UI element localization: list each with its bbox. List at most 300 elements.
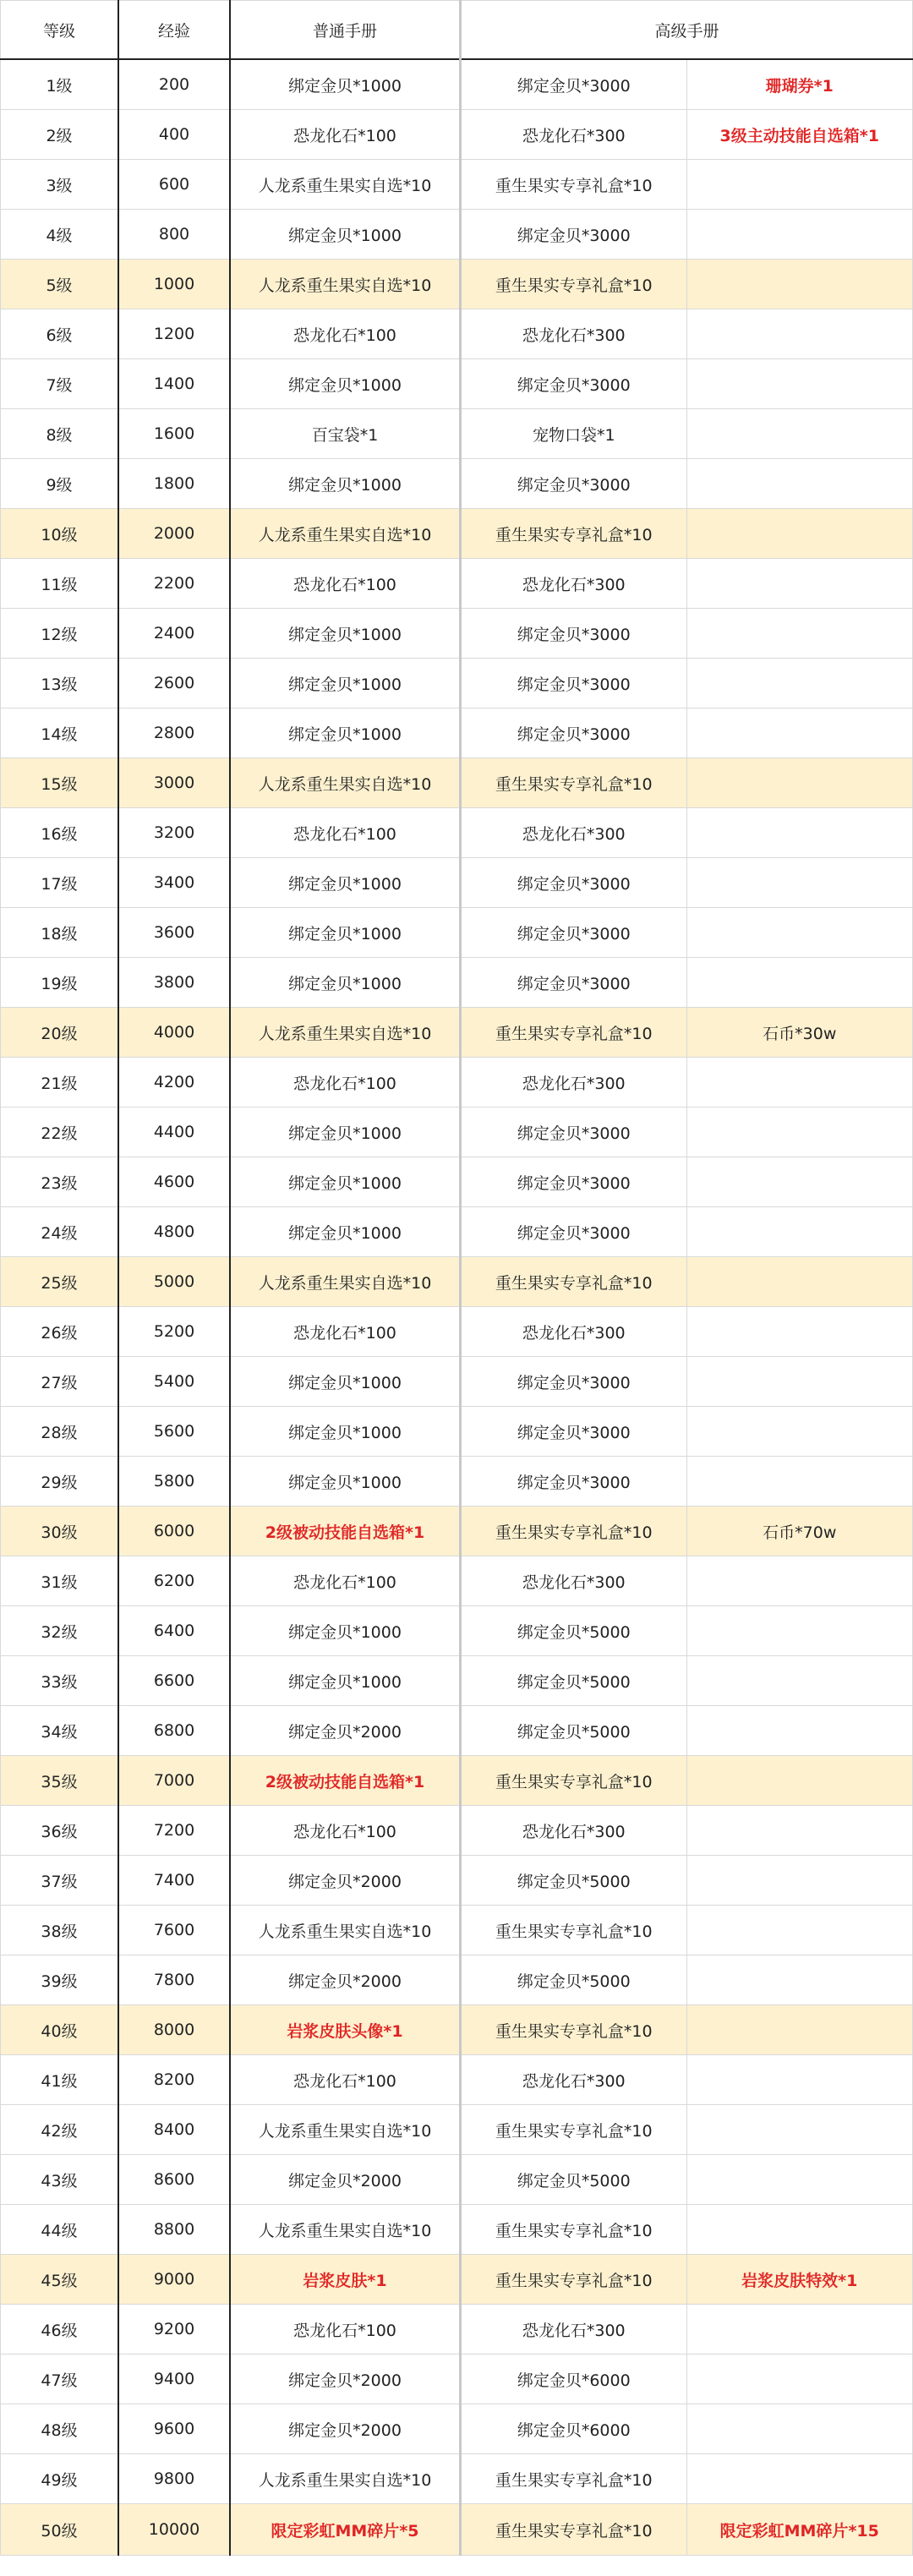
table-row <box>1 2255 913 2305</box>
normal-reward-cell: 恐龙化石*100 <box>230 110 461 160</box>
level-cell: 44级 <box>1 2205 119 2255</box>
normal-reward-cell: 绑定金贝*1000 <box>230 1357 461 1407</box>
advanced-reward-cell: 重生果实专享礼盒*10 <box>461 1756 687 1806</box>
advanced-bonus-cell <box>686 2155 913 2205</box>
normal-reward-cell: 人龙系重生果实自选*10 <box>230 160 461 210</box>
exp-cell: 2400 <box>118 609 230 659</box>
level-cell: 21级 <box>1 1058 119 1108</box>
normal-reward-cell: 绑定金贝*1000 <box>230 609 461 659</box>
level-cell: 42级 <box>1 2105 119 2155</box>
level-cell: 14级 <box>1 708 119 758</box>
advanced-reward-cell: 绑定金贝*6000 <box>461 2354 687 2404</box>
normal-reward-cell: 恐龙化石*100 <box>230 559 461 609</box>
level-cell: 10级 <box>1 509 119 559</box>
table-row <box>1 1357 913 1407</box>
normal-reward-cell: 绑定金贝*2000 <box>230 1955 461 2005</box>
table-row <box>1 958 913 1008</box>
normal-reward-cell: 恐龙化石*100 <box>230 1307 461 1357</box>
table-row <box>1 309 913 359</box>
advanced-bonus-cell <box>686 459 913 509</box>
level-cell: 36级 <box>1 1806 119 1856</box>
advanced-bonus-cell <box>686 609 913 659</box>
advanced-bonus-cell <box>686 2105 913 2155</box>
normal-reward-cell: 绑定金贝*1000 <box>230 708 461 758</box>
level-cell: 31级 <box>1 1556 119 1606</box>
level-cell: 45级 <box>1 2255 119 2305</box>
exp-cell: 6600 <box>118 1656 230 1706</box>
exp-cell: 2800 <box>118 708 230 758</box>
advanced-bonus-cell <box>686 160 913 210</box>
level-cell: 5级 <box>1 260 119 309</box>
advanced-bonus-cell: 限定彩虹MM碎片*15 <box>686 2504 913 2556</box>
advanced-reward-cell: 重生果实专享礼盒*10 <box>461 1008 687 1058</box>
advanced-reward-cell: 恐龙化石*300 <box>461 1058 687 1108</box>
level-cell: 20级 <box>1 1008 119 1058</box>
exp-cell: 4000 <box>118 1008 230 1058</box>
exp-cell: 3000 <box>118 758 230 808</box>
normal-reward-cell: 绑定金贝*2000 <box>230 2155 461 2205</box>
normal-reward-cell: 绑定金贝*1000 <box>230 459 461 509</box>
level-cell: 25级 <box>1 1257 119 1307</box>
advanced-reward-cell: 重生果实专享礼盒*10 <box>461 1906 687 1955</box>
table-row <box>1 1307 913 1357</box>
exp-cell: 7400 <box>118 1856 230 1906</box>
advanced-bonus-cell <box>686 1806 913 1856</box>
exp-cell: 3200 <box>118 808 230 858</box>
exp-cell: 9800 <box>118 2454 230 2504</box>
table-row <box>1 2454 913 2504</box>
level-cell: 49级 <box>1 2454 119 2504</box>
normal-reward-cell: 恐龙化石*100 <box>230 1806 461 1856</box>
level-cell: 16级 <box>1 808 119 858</box>
normal-reward-cell: 绑定金贝*1000 <box>230 958 461 1008</box>
table-row <box>1 808 913 858</box>
level-cell: 13级 <box>1 659 119 708</box>
advanced-bonus-cell <box>686 1157 913 1207</box>
advanced-reward-cell: 恐龙化石*300 <box>461 110 687 160</box>
advanced-bonus-cell <box>686 2404 913 2454</box>
advanced-bonus-cell <box>686 2354 913 2404</box>
advanced-bonus-cell <box>686 1906 913 1955</box>
advanced-bonus-cell <box>686 659 913 708</box>
exp-cell: 2000 <box>118 509 230 559</box>
exp-cell: 1400 <box>118 359 230 409</box>
exp-cell: 800 <box>118 210 230 260</box>
advanced-bonus-cell <box>686 1856 913 1906</box>
table-row <box>1 1207 913 1257</box>
table-row <box>1 110 913 160</box>
advanced-bonus-cell <box>686 858 913 908</box>
exp-cell: 7000 <box>118 1756 230 1806</box>
header-normal: 普通手册 <box>230 1 461 60</box>
advanced-bonus-cell <box>686 210 913 260</box>
exp-cell: 9400 <box>118 2354 230 2404</box>
table-row <box>1 659 913 708</box>
advanced-bonus-cell <box>686 1457 913 1507</box>
exp-cell: 8200 <box>118 2055 230 2105</box>
level-cell: 34级 <box>1 1706 119 1756</box>
level-cell: 43级 <box>1 2155 119 2205</box>
exp-cell: 10000 <box>118 2504 230 2556</box>
table-row <box>1 908 913 958</box>
exp-cell: 7600 <box>118 1906 230 1955</box>
exp-cell: 2600 <box>118 659 230 708</box>
exp-cell: 5800 <box>118 1457 230 1507</box>
normal-reward-cell: 恐龙化石*100 <box>230 2055 461 2105</box>
exp-cell: 7800 <box>118 1955 230 2005</box>
normal-reward-cell: 人龙系重生果实自选*10 <box>230 758 461 808</box>
exp-cell: 3600 <box>118 908 230 958</box>
advanced-reward-cell: 绑定金贝*3000 <box>461 609 687 659</box>
normal-reward-cell: 绑定金贝*1000 <box>230 1407 461 1457</box>
normal-reward-cell: 恐龙化石*100 <box>230 2305 461 2354</box>
normal-reward-cell: 绑定金贝*1000 <box>230 59 461 110</box>
header-advanced: 高级手册 <box>461 1 913 60</box>
advanced-reward-cell: 重生果实专享礼盒*10 <box>461 2255 687 2305</box>
advanced-bonus-cell <box>686 1207 913 1257</box>
level-cell: 26级 <box>1 1307 119 1357</box>
advanced-bonus-cell: 石币*70w <box>686 1507 913 1556</box>
exp-cell: 1800 <box>118 459 230 509</box>
normal-reward-cell: 绑定金贝*1000 <box>230 1457 461 1507</box>
normal-reward-cell: 限定彩虹MM碎片*5 <box>230 2504 461 2556</box>
advanced-reward-cell: 重生果实专享礼盒*10 <box>461 260 687 309</box>
normal-reward-cell: 百宝袋*1 <box>230 409 461 459</box>
exp-cell: 4400 <box>118 1108 230 1157</box>
table-row <box>1 459 913 509</box>
advanced-bonus-cell <box>686 2205 913 2255</box>
advanced-bonus-cell <box>686 1955 913 2005</box>
advanced-reward-cell: 绑定金贝*3000 <box>461 59 687 110</box>
advanced-bonus-cell <box>686 2305 913 2354</box>
advanced-reward-cell: 绑定金贝*3000 <box>461 708 687 758</box>
table-row <box>1 559 913 609</box>
advanced-bonus-cell <box>686 260 913 309</box>
table-row <box>1 758 913 808</box>
exp-cell: 5400 <box>118 1357 230 1407</box>
advanced-reward-cell: 绑定金贝*3000 <box>461 1207 687 1257</box>
normal-reward-cell: 人龙系重生果实自选*10 <box>230 2205 461 2255</box>
normal-reward-cell: 恐龙化石*100 <box>230 1556 461 1606</box>
advanced-reward-cell: 恐龙化石*300 <box>461 1556 687 1606</box>
level-cell: 15级 <box>1 758 119 808</box>
level-cell: 12级 <box>1 609 119 659</box>
table-body <box>1 59 913 2556</box>
exp-cell: 3800 <box>118 958 230 1008</box>
advanced-reward-cell: 绑定金贝*5000 <box>461 1706 687 1756</box>
advanced-reward-cell: 绑定金贝*3000 <box>461 210 687 260</box>
advanced-reward-cell: 恐龙化石*300 <box>461 309 687 359</box>
normal-reward-cell: 岩浆皮肤*1 <box>230 2255 461 2305</box>
exp-cell: 5000 <box>118 1257 230 1307</box>
table-row <box>1 1806 913 1856</box>
exp-cell: 6800 <box>118 1706 230 1756</box>
normal-reward-cell: 人龙系重生果实自选*10 <box>230 2454 461 2504</box>
advanced-reward-cell: 绑定金贝*3000 <box>461 659 687 708</box>
table-row <box>1 2305 913 2354</box>
advanced-bonus-cell: 珊瑚券*1 <box>686 59 913 110</box>
exp-cell: 6400 <box>118 1606 230 1656</box>
table-row <box>1 2354 913 2404</box>
table-row <box>1 1457 913 1507</box>
advanced-bonus-cell <box>686 509 913 559</box>
advanced-bonus-cell <box>686 958 913 1008</box>
advanced-reward-cell: 重生果实专享礼盒*10 <box>461 2504 687 2556</box>
normal-reward-cell: 绑定金贝*1000 <box>230 1157 461 1207</box>
table-row <box>1 1955 913 2005</box>
table-row <box>1 1856 913 1906</box>
advanced-bonus-cell <box>686 559 913 609</box>
normal-reward-cell: 人龙系重生果实自选*10 <box>230 1257 461 1307</box>
advanced-bonus-cell <box>686 708 913 758</box>
advanced-bonus-cell: 3级主动技能自选箱*1 <box>686 110 913 160</box>
normal-reward-cell: 绑定金贝*1000 <box>230 1656 461 1706</box>
advanced-reward-cell: 绑定金贝*3000 <box>461 1457 687 1507</box>
normal-reward-cell: 绑定金贝*2000 <box>230 1706 461 1756</box>
level-cell: 35级 <box>1 1756 119 1806</box>
table-row <box>1 1756 913 1806</box>
exp-cell: 7200 <box>118 1806 230 1856</box>
advanced-bonus-cell <box>686 1756 913 1806</box>
advanced-reward-cell: 恐龙化石*300 <box>461 559 687 609</box>
exp-cell: 9000 <box>118 2255 230 2305</box>
advanced-reward-cell: 宠物口袋*1 <box>461 409 687 459</box>
exp-cell: 5600 <box>118 1407 230 1457</box>
exp-cell: 8000 <box>118 2005 230 2055</box>
level-cell: 9级 <box>1 459 119 509</box>
normal-reward-cell: 人龙系重生果实自选*10 <box>230 260 461 309</box>
table-row <box>1 1507 913 1556</box>
advanced-bonus-cell <box>686 1706 913 1756</box>
header-row <box>1 1 913 60</box>
normal-reward-cell: 恐龙化石*100 <box>230 309 461 359</box>
advanced-reward-cell: 恐龙化石*300 <box>461 1806 687 1856</box>
level-cell: 40级 <box>1 2005 119 2055</box>
advanced-bonus-cell <box>686 409 913 459</box>
table-row <box>1 1606 913 1656</box>
advanced-bonus-cell <box>686 1556 913 1606</box>
table-row <box>1 409 913 459</box>
table-row <box>1 1706 913 1756</box>
table-row <box>1 1108 913 1157</box>
advanced-bonus-cell <box>686 1257 913 1307</box>
advanced-reward-cell: 恐龙化石*300 <box>461 2305 687 2354</box>
exp-cell: 3400 <box>118 858 230 908</box>
normal-reward-cell: 绑定金贝*1000 <box>230 359 461 409</box>
table-row <box>1 609 913 659</box>
exp-cell: 1200 <box>118 309 230 359</box>
normal-reward-cell: 2级被动技能自选箱*1 <box>230 1756 461 1806</box>
advanced-reward-cell: 重生果实专享礼盒*10 <box>461 509 687 559</box>
advanced-reward-cell: 重生果实专享礼盒*10 <box>461 2005 687 2055</box>
table-row <box>1 210 913 260</box>
normal-reward-cell: 恐龙化石*100 <box>230 1058 461 1108</box>
exp-cell: 200 <box>118 59 230 110</box>
normal-reward-cell: 人龙系重生果实自选*10 <box>230 1906 461 1955</box>
advanced-bonus-cell <box>686 2055 913 2105</box>
level-cell: 23级 <box>1 1157 119 1207</box>
level-cell: 24级 <box>1 1207 119 1257</box>
exp-cell: 600 <box>118 160 230 210</box>
table-row <box>1 359 913 409</box>
advanced-bonus-cell <box>686 2454 913 2504</box>
level-cell: 22级 <box>1 1108 119 1157</box>
table-row <box>1 2055 913 2105</box>
advanced-bonus-cell <box>686 758 913 808</box>
level-cell: 19级 <box>1 958 119 1008</box>
table-row <box>1 1058 913 1108</box>
table-row <box>1 1556 913 1606</box>
normal-reward-cell: 绑定金贝*1000 <box>230 659 461 708</box>
advanced-reward-cell: 绑定金贝*5000 <box>461 2155 687 2205</box>
advanced-bonus-cell <box>686 908 913 958</box>
advanced-bonus-cell <box>686 1058 913 1108</box>
level-cell: 46级 <box>1 2305 119 2354</box>
level-cell: 28级 <box>1 1407 119 1457</box>
level-cell: 37级 <box>1 1856 119 1906</box>
normal-reward-cell: 人龙系重生果实自选*10 <box>230 2105 461 2155</box>
advanced-reward-cell: 恐龙化石*300 <box>461 2055 687 2105</box>
advanced-bonus-cell: 石币*30w <box>686 1008 913 1058</box>
level-cell: 33级 <box>1 1656 119 1706</box>
normal-reward-cell: 人龙系重生果实自选*10 <box>230 1008 461 1058</box>
exp-cell: 8600 <box>118 2155 230 2205</box>
normal-reward-cell: 绑定金贝*1000 <box>230 1207 461 1257</box>
level-cell: 38级 <box>1 1906 119 1955</box>
level-cell: 29级 <box>1 1457 119 1507</box>
table-row <box>1 2105 913 2155</box>
header-exp: 经验 <box>118 1 230 60</box>
exp-cell: 1600 <box>118 409 230 459</box>
table-row <box>1 59 913 110</box>
exp-cell: 6200 <box>118 1556 230 1606</box>
level-cell: 27级 <box>1 1357 119 1407</box>
table-row <box>1 509 913 559</box>
advanced-reward-cell: 重生果实专享礼盒*10 <box>461 2454 687 2504</box>
exp-cell: 8800 <box>118 2205 230 2255</box>
advanced-reward-cell: 绑定金贝*3000 <box>461 1157 687 1207</box>
exp-cell: 4200 <box>118 1058 230 1108</box>
exp-cell: 5200 <box>118 1307 230 1357</box>
level-cell: 47级 <box>1 2354 119 2404</box>
exp-cell: 2200 <box>118 559 230 609</box>
level-cell: 17级 <box>1 858 119 908</box>
level-cell: 30级 <box>1 1507 119 1556</box>
normal-reward-cell: 绑定金贝*1000 <box>230 858 461 908</box>
normal-reward-cell: 2级被动技能自选箱*1 <box>230 1507 461 1556</box>
advanced-bonus-cell <box>686 309 913 359</box>
level-cell: 41级 <box>1 2055 119 2105</box>
table-row <box>1 1906 913 1955</box>
advanced-reward-cell: 绑定金贝*3000 <box>461 1407 687 1457</box>
advanced-reward-cell: 恐龙化石*300 <box>461 1307 687 1357</box>
level-cell: 11级 <box>1 559 119 609</box>
exp-cell: 9200 <box>118 2305 230 2354</box>
level-cell: 8级 <box>1 409 119 459</box>
level-cell: 18级 <box>1 908 119 958</box>
exp-cell: 4800 <box>118 1207 230 1257</box>
advanced-bonus-cell <box>686 1606 913 1656</box>
level-cell: 32级 <box>1 1606 119 1656</box>
advanced-bonus-cell <box>686 808 913 858</box>
advanced-bonus-cell <box>686 1108 913 1157</box>
table-row <box>1 1157 913 1207</box>
normal-reward-cell: 绑定金贝*1000 <box>230 1606 461 1656</box>
table-row <box>1 1407 913 1457</box>
exp-cell: 8400 <box>118 2105 230 2155</box>
exp-cell: 1000 <box>118 260 230 309</box>
advanced-reward-cell: 重生果实专享礼盒*10 <box>461 1257 687 1307</box>
normal-reward-cell: 恐龙化石*100 <box>230 808 461 858</box>
advanced-reward-cell: 绑定金贝*5000 <box>461 1955 687 2005</box>
exp-cell: 9600 <box>118 2404 230 2454</box>
advanced-reward-cell: 恐龙化石*300 <box>461 808 687 858</box>
table-row <box>1 708 913 758</box>
exp-cell: 4600 <box>118 1157 230 1207</box>
advanced-bonus-cell <box>686 359 913 409</box>
normal-reward-cell: 绑定金贝*1000 <box>230 908 461 958</box>
normal-reward-cell: 岩浆皮肤头像*1 <box>230 2005 461 2055</box>
normal-reward-cell: 人龙系重生果实自选*10 <box>230 509 461 559</box>
table-row <box>1 858 913 908</box>
advanced-bonus-cell <box>686 2005 913 2055</box>
level-cell: 2级 <box>1 110 119 160</box>
header-level: 等级 <box>1 1 119 60</box>
advanced-reward-cell: 绑定金贝*3000 <box>461 459 687 509</box>
table-row <box>1 2504 913 2556</box>
normal-reward-cell: 绑定金贝*1000 <box>230 210 461 260</box>
advanced-bonus-cell <box>686 1307 913 1357</box>
advanced-bonus-cell <box>686 1656 913 1706</box>
table-row <box>1 2005 913 2055</box>
table-row <box>1 160 913 210</box>
advanced-reward-cell: 绑定金贝*3000 <box>461 908 687 958</box>
level-cell: 1级 <box>1 59 119 110</box>
table-row <box>1 2155 913 2205</box>
table-row <box>1 2205 913 2255</box>
normal-reward-cell: 绑定金贝*1000 <box>230 1108 461 1157</box>
advanced-reward-cell: 绑定金贝*5000 <box>461 1856 687 1906</box>
exp-cell: 6000 <box>118 1507 230 1556</box>
table-row <box>1 2404 913 2454</box>
normal-reward-cell: 绑定金贝*2000 <box>230 2404 461 2454</box>
level-cell: 6级 <box>1 309 119 359</box>
exp-cell: 400 <box>118 110 230 160</box>
advanced-reward-cell: 重生果实专享礼盒*10 <box>461 2205 687 2255</box>
normal-reward-cell: 绑定金贝*2000 <box>230 1856 461 1906</box>
advanced-reward-cell: 重生果实专享礼盒*10 <box>461 160 687 210</box>
level-cell: 39级 <box>1 1955 119 2005</box>
advanced-reward-cell: 绑定金贝*3000 <box>461 1357 687 1407</box>
table-row <box>1 1656 913 1706</box>
advanced-reward-cell: 绑定金贝*5000 <box>461 1606 687 1656</box>
advanced-reward-cell: 重生果实专享礼盒*10 <box>461 758 687 808</box>
level-cell: 4级 <box>1 210 119 260</box>
advanced-bonus-cell <box>686 1357 913 1407</box>
level-cell: 50级 <box>1 2504 119 2556</box>
advanced-reward-cell: 绑定金贝*3000 <box>461 858 687 908</box>
advanced-reward-cell: 绑定金贝*5000 <box>461 1656 687 1706</box>
advanced-reward-cell: 绑定金贝*3000 <box>461 1108 687 1157</box>
table-row <box>1 1008 913 1058</box>
normal-reward-cell: 绑定金贝*2000 <box>230 2354 461 2404</box>
table-row <box>1 260 913 309</box>
level-cell: 7级 <box>1 359 119 409</box>
level-cell: 48级 <box>1 2404 119 2454</box>
table-row <box>1 1257 913 1307</box>
advanced-reward-cell: 重生果实专享礼盒*10 <box>461 2105 687 2155</box>
advanced-reward-cell: 绑定金贝*3000 <box>461 958 687 1008</box>
